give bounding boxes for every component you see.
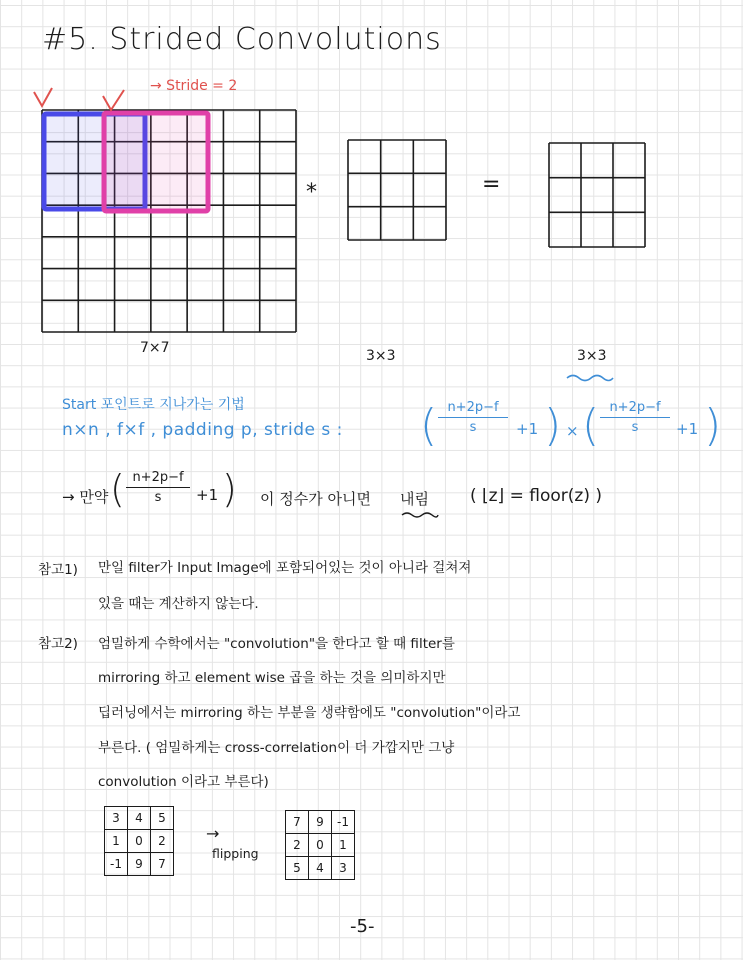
- matrix-cell: 9: [309, 811, 332, 834]
- flip-arrow-icon: →: [206, 824, 220, 843]
- fraction-numerator: n+2p−f: [132, 470, 184, 485]
- matrix-cell: 0: [309, 834, 332, 857]
- matrix-cell: 5: [151, 807, 174, 830]
- left-paren: (: [420, 400, 438, 451]
- plus-one: +1: [676, 420, 699, 438]
- page-title: #5. Strided Convolutions: [42, 22, 442, 57]
- fraction-denominator: s: [631, 420, 639, 435]
- note-1-line: 만일 filter가 Input Image에 포함되어있는 것이 아니라 걸쳐져: [98, 560, 472, 576]
- matrix-cell: 4: [128, 807, 151, 830]
- filter-grid-3x3: [348, 140, 446, 240]
- equals-operator: =: [482, 172, 501, 197]
- floor-expression: ( ⌊z⌋ = floor(z) ): [470, 486, 602, 506]
- matrix-cell: 1: [105, 830, 128, 853]
- filter-dimension-label: 3×3: [366, 348, 396, 364]
- plus-one: +1: [196, 486, 219, 504]
- input-dimension-label: 7×7: [140, 340, 170, 356]
- start-checkmarks: [34, 88, 124, 110]
- left-paren: (: [582, 400, 600, 451]
- fraction-denominator: s: [469, 420, 477, 435]
- output-underline-squiggle: [565, 372, 615, 382]
- matrix-cell: 3: [105, 807, 128, 830]
- matrix-cell: 2: [151, 830, 174, 853]
- convolution-operator: *: [306, 180, 317, 205]
- matrix-cell: 5: [286, 857, 309, 880]
- page-number: -5-: [350, 916, 375, 937]
- note-1-label: 참고1): [38, 562, 78, 578]
- right-paren: ): [704, 400, 722, 451]
- floor-rule-prefix: → 만약: [62, 488, 109, 506]
- plus-one: +1: [516, 420, 539, 438]
- fraction-numerator: n+2p−f: [609, 400, 661, 415]
- round-down-squiggle: [400, 510, 440, 518]
- note-2-label: 참고2): [38, 636, 78, 652]
- note-2-line: 엄밀하게 수학에서는 "convolution"을 한다고 할 때 filter를: [98, 636, 455, 652]
- matrix-cell: 1: [332, 834, 355, 857]
- matrix-cell: 2: [286, 834, 309, 857]
- matrix-after-flip: [285, 810, 355, 880]
- matrix-cell: 0: [128, 830, 151, 853]
- right-paren: ): [544, 400, 562, 451]
- fraction-numerator: n+2p−f: [447, 400, 499, 415]
- matrix-cell: 3: [332, 857, 355, 880]
- flip-label: flipping: [212, 846, 259, 861]
- round-down-word: 내림: [400, 490, 429, 508]
- matrix-cell: 4: [309, 857, 332, 880]
- output-dimension-label: 3×3: [577, 348, 607, 364]
- note-2-line: 부른다. ( 엄밀하게는 cross-correlation이 더 가깝지만 그냥: [98, 740, 455, 756]
- note-2-line: convolution 이라고 부른다): [98, 774, 269, 790]
- times-sign: ×: [566, 422, 579, 440]
- fraction-two: [600, 400, 670, 435]
- floor-rule-condition: 이 정수가 아니면: [260, 490, 371, 508]
- stride-annotation: → Stride = 2: [150, 78, 238, 94]
- formula-start-note: Start 포인트로 지나가는 기법: [62, 397, 245, 413]
- formula-lead: n×n , f×f , padding p, stride s :: [62, 420, 343, 440]
- matrix-cell: 7: [286, 811, 309, 834]
- note-1-line: 있을 때는 계산하지 않는다.: [98, 596, 259, 612]
- fraction-denominator: s: [154, 490, 162, 505]
- matrix-cell: 9: [128, 853, 151, 876]
- note-2-line: mirroring 하고 element wise 곱을 하는 것을 의미하지만: [98, 670, 446, 686]
- note-2-line: 딥러닝에서는 mirroring 하는 부분을 생략함에도 "convolution"이라고: [98, 705, 521, 721]
- matrix-cell: -1: [105, 853, 128, 876]
- output-grid-3x3: [549, 143, 645, 247]
- pink-filter-window: [104, 113, 208, 211]
- matrix-cell: 7: [151, 853, 174, 876]
- convolution-diagram: [0, 0, 743, 400]
- matrix-cell: -1: [332, 811, 355, 834]
- matrix-before-flip: [104, 806, 174, 876]
- fraction-one: [438, 400, 508, 435]
